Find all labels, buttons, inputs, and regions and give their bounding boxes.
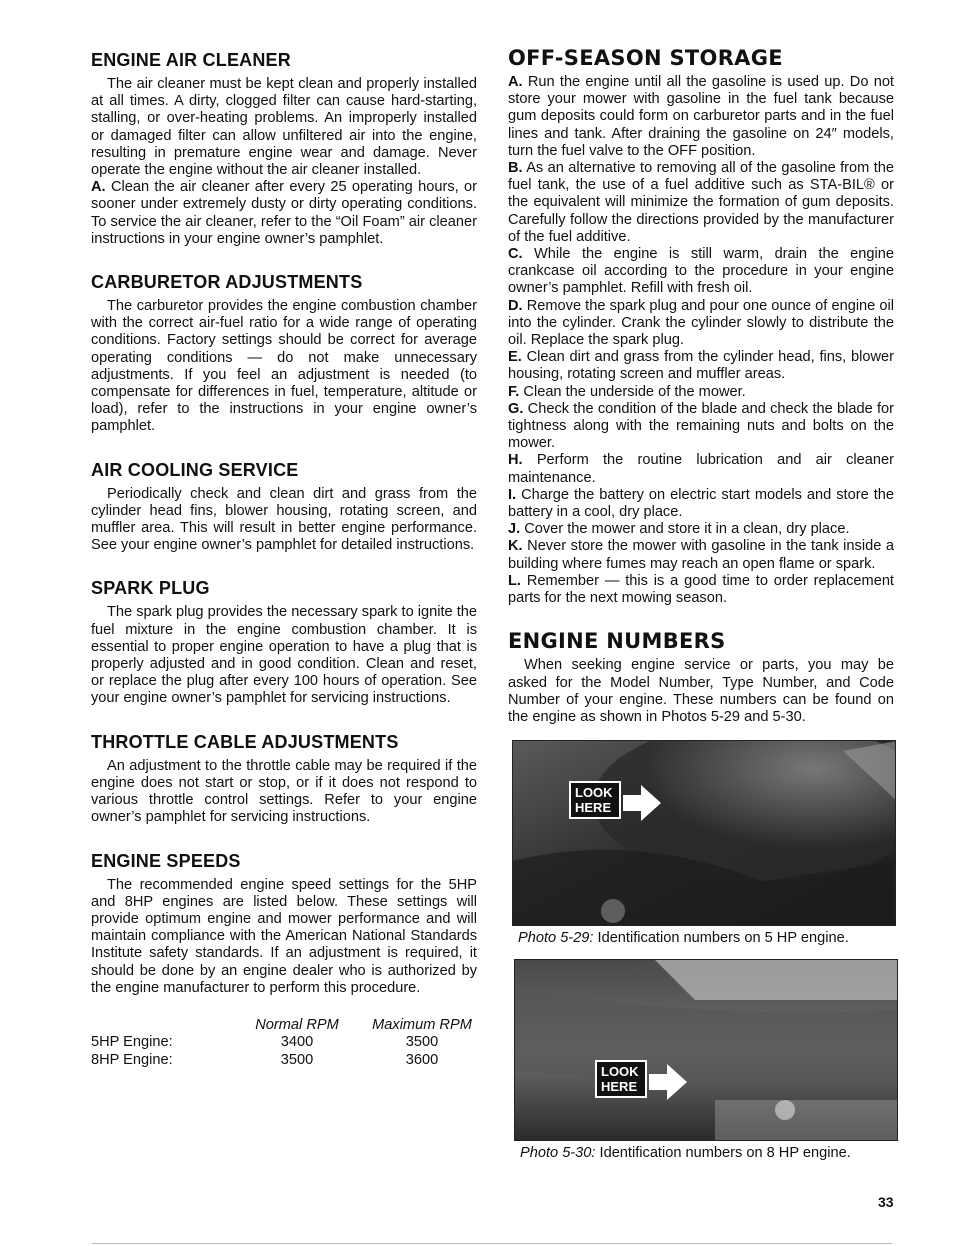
step-text: Clean dirt and grass from the cylinder head, fins, blower housing, rotating screen and muffler areas. [508, 349, 895, 383]
engine-5hp-photo-image [513, 741, 896, 926]
engine-numbers-body: When seeking engine service or parts, you may be asked for the Model Number, Type Number, and Code Number of your engine. These numbers can be found on the engine as shown in Photos 5-29 and 5-30. [508, 657, 894, 725]
heading-off-season-storage: OFF-SEASON STORAGE [508, 46, 783, 70]
engine-label: 8HP Engine: [91, 1051, 173, 1068]
section-carburetor [91, 272, 477, 436]
section-air-cooling [91, 460, 477, 555]
bottom-rule [92, 1243, 892, 1244]
col-maximum-rpm: Maximum RPM [372, 1016, 472, 1033]
left-column [91, 50, 477, 1069]
engine-8hp-photo-image [515, 960, 898, 1141]
step-letter: L. [508, 572, 521, 589]
arrow-right-icon [623, 785, 661, 821]
step-text: Perform the routine lubrication and air cleaner maintenance. [508, 452, 894, 486]
storage-step-j [508, 521, 894, 538]
step-letter: J. [508, 521, 521, 538]
step-text: Charge the battery on electric start models and store the battery in a cool, dry place. [508, 486, 894, 521]
photo-5-30 [514, 959, 898, 1141]
carburetor-body: The carburetor provides the engine combustion chamber with the correct air-fuel ratio for a wide range of operating conditions. Factory settings should be correct for average operating conditions — do not make unnecessary adjustments. If you feel an adjustment is needed (to compensate for differences in fuel, temperature, altitude or load), refer to the instructions in your engine owner’s pamphlet. [91, 298, 477, 435]
heading-throttle-cable-adjustments: THROTTLE CABLE ADJUSTMENTS [91, 731, 399, 752]
air-cleaner-body: The air cleaner must be kept clean and properly installed at all times. A dirty, clogged filter can cause hard-starting, stalling, or over-heating problems. An improperly installed or damaged filter can allow unfiltered air into the engine, resulting in premature engine wear and damage. Never operate the engine without the air cleaner installed. [91, 76, 477, 179]
step-letter: E. [508, 349, 522, 366]
step-text: Never store the mower with gasoline in the tank inside a building where fumes may reach an open flame or spark. [508, 538, 894, 572]
throttle-body: An adjustment to the throttle cable may be required if the engine does not start or stop, or if it does not respond to various throttle control settings. Refer to your engine owner’s pamphlet for servicing instructions. [91, 757, 477, 826]
step-letter: A. [91, 179, 106, 196]
step-text: Check the condition of the blade and check the blade for tightness along with the remaining nuts and bolts on the mower. [508, 400, 894, 452]
storage-steps [508, 74, 894, 607]
step-text: Clean the air cleaner after every 25 operating hours, or sooner under extremely dusty or dirty operating conditions. To service the air cleaner, refer to the “Oil Foam” air cleaner instructions in your engine owner’s pamphlet. [91, 179, 477, 247]
heading-air-cooling-service: AIR COOLING SERVICE [91, 459, 299, 480]
col-normal-rpm: Normal RPM [255, 1016, 339, 1033]
look-here-label: LOOK HERE [595, 1060, 647, 1098]
step-text: As an alternative to removing all of the gasoline from the fuel tank, the use of a fuel additive such as STA-BIL® or the equivalent will minimize the formation of gum deposits. Carefully follow the directions provided by the manufacturer of the fuel additive. [508, 160, 894, 245]
step-letter: H. [508, 452, 523, 469]
page-number: 33 [878, 1194, 894, 1210]
storage-step-h [508, 452, 894, 486]
rpm-table-header [91, 1017, 477, 1035]
section-throttle [91, 732, 477, 827]
table-row [91, 1034, 477, 1052]
arrow-right-icon [649, 1064, 687, 1100]
photo-5-29-caption [518, 930, 894, 946]
engine-label: 5HP Engine: [91, 1034, 173, 1051]
section-engine-speeds [91, 851, 477, 1070]
step-text: While the engine is still warm, drain the engine crankcase oil according to the procedure in your engine owner’s pamphlet. Refill with fresh oil. [508, 246, 894, 297]
step-letter: C. [508, 246, 523, 263]
heading-engine-air-cleaner: ENGINE AIR CLEANER [91, 50, 291, 70]
step-text: Remove the spark plug and pour one ounce of engine oil into the cylinder. Crank the cylinder slowly to distribute the oil. Replace the spark plug. [508, 297, 895, 349]
heading-carburetor-adjustments: CARBURETOR ADJUSTMENTS [91, 272, 363, 293]
photo-5-30-figure [514, 959, 894, 1161]
section-engine-numbers [508, 629, 894, 726]
spark-plug-body: The spark plug provides the necessary spark to ignite the fuel mixture in the engine combustion chamber. It is essential to proper engine operation to have a plug that is properly adjusted and in good condition. Clean and reset, or replace the plug after every 100 hours of operation. See your engine owner’s pamphlet for servicing instructions. [91, 604, 477, 707]
step-letter: I. [508, 486, 517, 503]
caption-text: Identification numbers on 5 HP engine. [593, 930, 849, 947]
heading-engine-numbers: ENGINE NUMBERS [508, 629, 726, 654]
photo-5-30-caption [520, 1145, 894, 1161]
storage-step-l [508, 573, 894, 607]
step-letter: F. [508, 383, 520, 400]
section-spark-plug [91, 578, 477, 707]
storage-step-c [508, 246, 894, 298]
step-text: Clean the underside of the mower. [523, 383, 746, 400]
photo-5-29-figure [512, 740, 894, 946]
storage-step-b [508, 160, 894, 246]
caption-text: Identification numbers on 8 HP engine. [595, 1145, 851, 1162]
step-text: Cover the mower and store it in a clean, dry place. [524, 521, 850, 538]
caption-ref: Photo 5-30: [520, 1145, 596, 1162]
photo-5-29 [512, 740, 896, 926]
max-rpm-value: 3500 [405, 1034, 439, 1051]
rpm-table [91, 1017, 477, 1070]
storage-step-e [508, 349, 894, 383]
step-letter: B. [508, 160, 523, 177]
heading-engine-speeds: ENGINE SPEEDS [91, 850, 241, 871]
step-text: Run the engine until all the gasoline is used up. Do not store your mower with gasoline in the fuel tank because gum deposits could form on carburetor parts and in the fuel lines and tank. After draining the gasoline on 24″ models, turn the fuel valve to the OFF position. [508, 74, 894, 159]
table-row [91, 1052, 477, 1070]
normal-rpm-value: 3500 [280, 1051, 314, 1068]
max-rpm-value: 3600 [405, 1051, 439, 1068]
step-letter: A. [508, 74, 523, 90]
storage-step-g [508, 401, 894, 453]
storage-step-d [508, 298, 894, 350]
step-letter: D. [508, 297, 523, 314]
normal-rpm-value: 3400 [280, 1034, 314, 1051]
look-here-label: LOOK HERE [569, 781, 621, 819]
step-letter: K. [508, 538, 523, 555]
right-column [508, 46, 894, 1161]
engine-speeds-body: The recommended engine speed settings for the 5HP and 8HP engines are listed below. These settings will provide optimum engine and mower performance and will maintain compliance with the American National Standards Institute safety standards. If an adjustment is required, it should be done by an engine dealer who is authorized by the engine manufacturer to perform this procedure. [91, 876, 477, 996]
step-text: Remember — this is a good time to order replacement parts for the next mowing season. [508, 572, 894, 607]
section-off-season-storage [508, 46, 894, 607]
storage-step-a [508, 74, 894, 160]
caption-ref: Photo 5-29: [518, 930, 594, 947]
storage-step-f [508, 384, 894, 401]
section-engine-air-cleaner [91, 50, 477, 248]
step-letter: G. [508, 400, 524, 417]
heading-spark-plug: SPARK PLUG [91, 578, 210, 599]
storage-step-i [508, 487, 894, 521]
storage-step-k [508, 538, 894, 572]
air-cooling-body: Periodically check and clean dirt and grass from the cylinder head fins, blower housing, rotating screen, and muffler area. This will result in better engine performance. See your engine owner’s pamphlet for detailed instructions. [91, 485, 477, 554]
air-cleaner-step-a [91, 179, 477, 248]
